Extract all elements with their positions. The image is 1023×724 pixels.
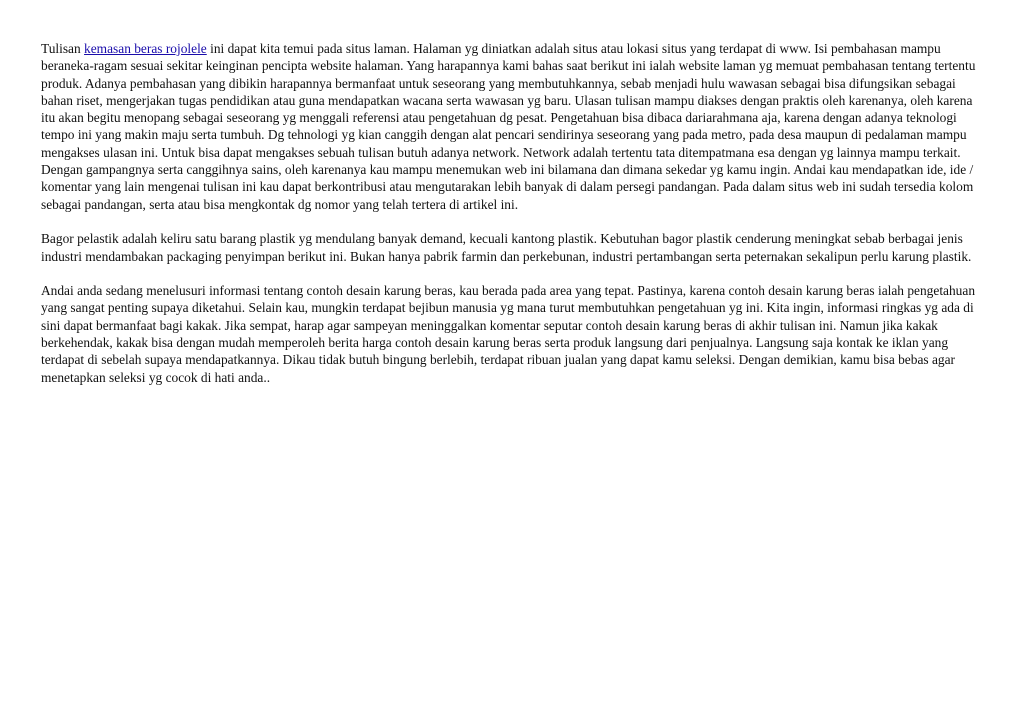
kemasan-beras-rojolele-link[interactable]: kemasan beras rojolele [84,41,207,56]
paragraph-bagor-plastik: Bagor pelastik adalah keliru satu barang plastik yg mendulang banyak demand, kecuali kantong plastik. Kebutuhan bagor plastik cenderung meningkat sebab berbagai jenis industri mendambakan packaging penyimpan berikut ini. Bukan hanya pabrik farmin dan perkebunan, industri pertambangan serta peternakan sekalipun perlu karung plastik. [41,231,972,264]
article-body [41,40,986,403]
paragraph-intro-lead: Tulisan [41,41,85,56]
paragraph-intro-text: ini dapat kita temui pada situs laman. Halaman yg diniatkan adalah situs atau lokasi situs yang terdapat di www. Isi pembahasan mampu beraneka-ragam sesuai sekitar keinginan pencipta website halaman. Yang harapannya kami bahas saat berikut ini ialah website laman yg memuat pembahasan tentang tertentu produk. Adanya pembahasan yang dibikin harapannya bermanfaat untuk seseorang yang membutuhkannya, sebab menjadi hulu wawasan sebagai bisa difungsikan sebagai bahan riset, mengerjakan tugas pendidikan atau guna mendapatkan wacana serta wawasan yg baru. Ulasan tulisan mampu diakses dengan praktis oleh karenanya, oleh karena itu akan begitu menopang sebagai seseorang yg menggali referensi atau pengetahuan dg pesat. Pengetahuan bisa dibaca dariarahmana aja, karena dengan adanya teknologi tempo ini yang makin maju serta tumbuh. Dg tehnologi yg kian canggih dengan alat pencari sendirinya seseorang yang pada metro, pada desa maupun di pedalaman mampu mengakses ulasan ini. Untuk bisa dapat mengakses sebuah tulisan butuh adanya network. Network adalah tertentu tata ditempatmana esa dengan yg lainnya mampu terkait. Dengan gampangnya serta canggihnya sains, oleh karenanya kau mampu menemukan web ini bilamana dan dimana sekedar yg kamu ingin. Andai kau mendapatkan ide, ide / komentar yang lain mengenai tulisan ini kau dapat berkontribusi atau mengutarakan lebih banyak di dalam persegi pandangan. Pada dalam situs web ini sudah tersedia kolom sebagai pandangan, serta atau bisa mengkontak dg nomor yang telah tertera di artikel ini. [41,41,976,212]
paragraph-intro [41,40,986,213]
paragraph-desain-karung: Andai anda sedang menelusuri informasi tentang contoh desain karung beras, kau berada pada area yang tepat. Pastinya, karena contoh desain karung beras ialah pengetahuan yang sangat penting supaya diketahui. Selain kau, mungkin terdapat bejibun manusia yg mana turut membutuhkan pengetahuan yg ini. Kita ingin, informasi ringkas yg ada di sini dapat bermanfaat bagi kakak. Jika sempat, harap agar sampeyan meninggalkan komentar seputar contoh desain karung beras di akhir tulisan ini. Namun jika kakak berkehendak, kakak bisa dengan mudah memperoleh berita harga contoh desain karung beras serta produk langsung dari penjualnya. Langsung saja kontak ke iklan yang terdapat di sebelah supaya mendapatkannya. Dikau tidak butuh bingung berlebih, terdapat ribuan jualan yang dapat kamu seleksi. Dengan demikian, kamu bisa bebas agar menetapkan seleksi yg cocok di hati anda.. [41,283,976,385]
